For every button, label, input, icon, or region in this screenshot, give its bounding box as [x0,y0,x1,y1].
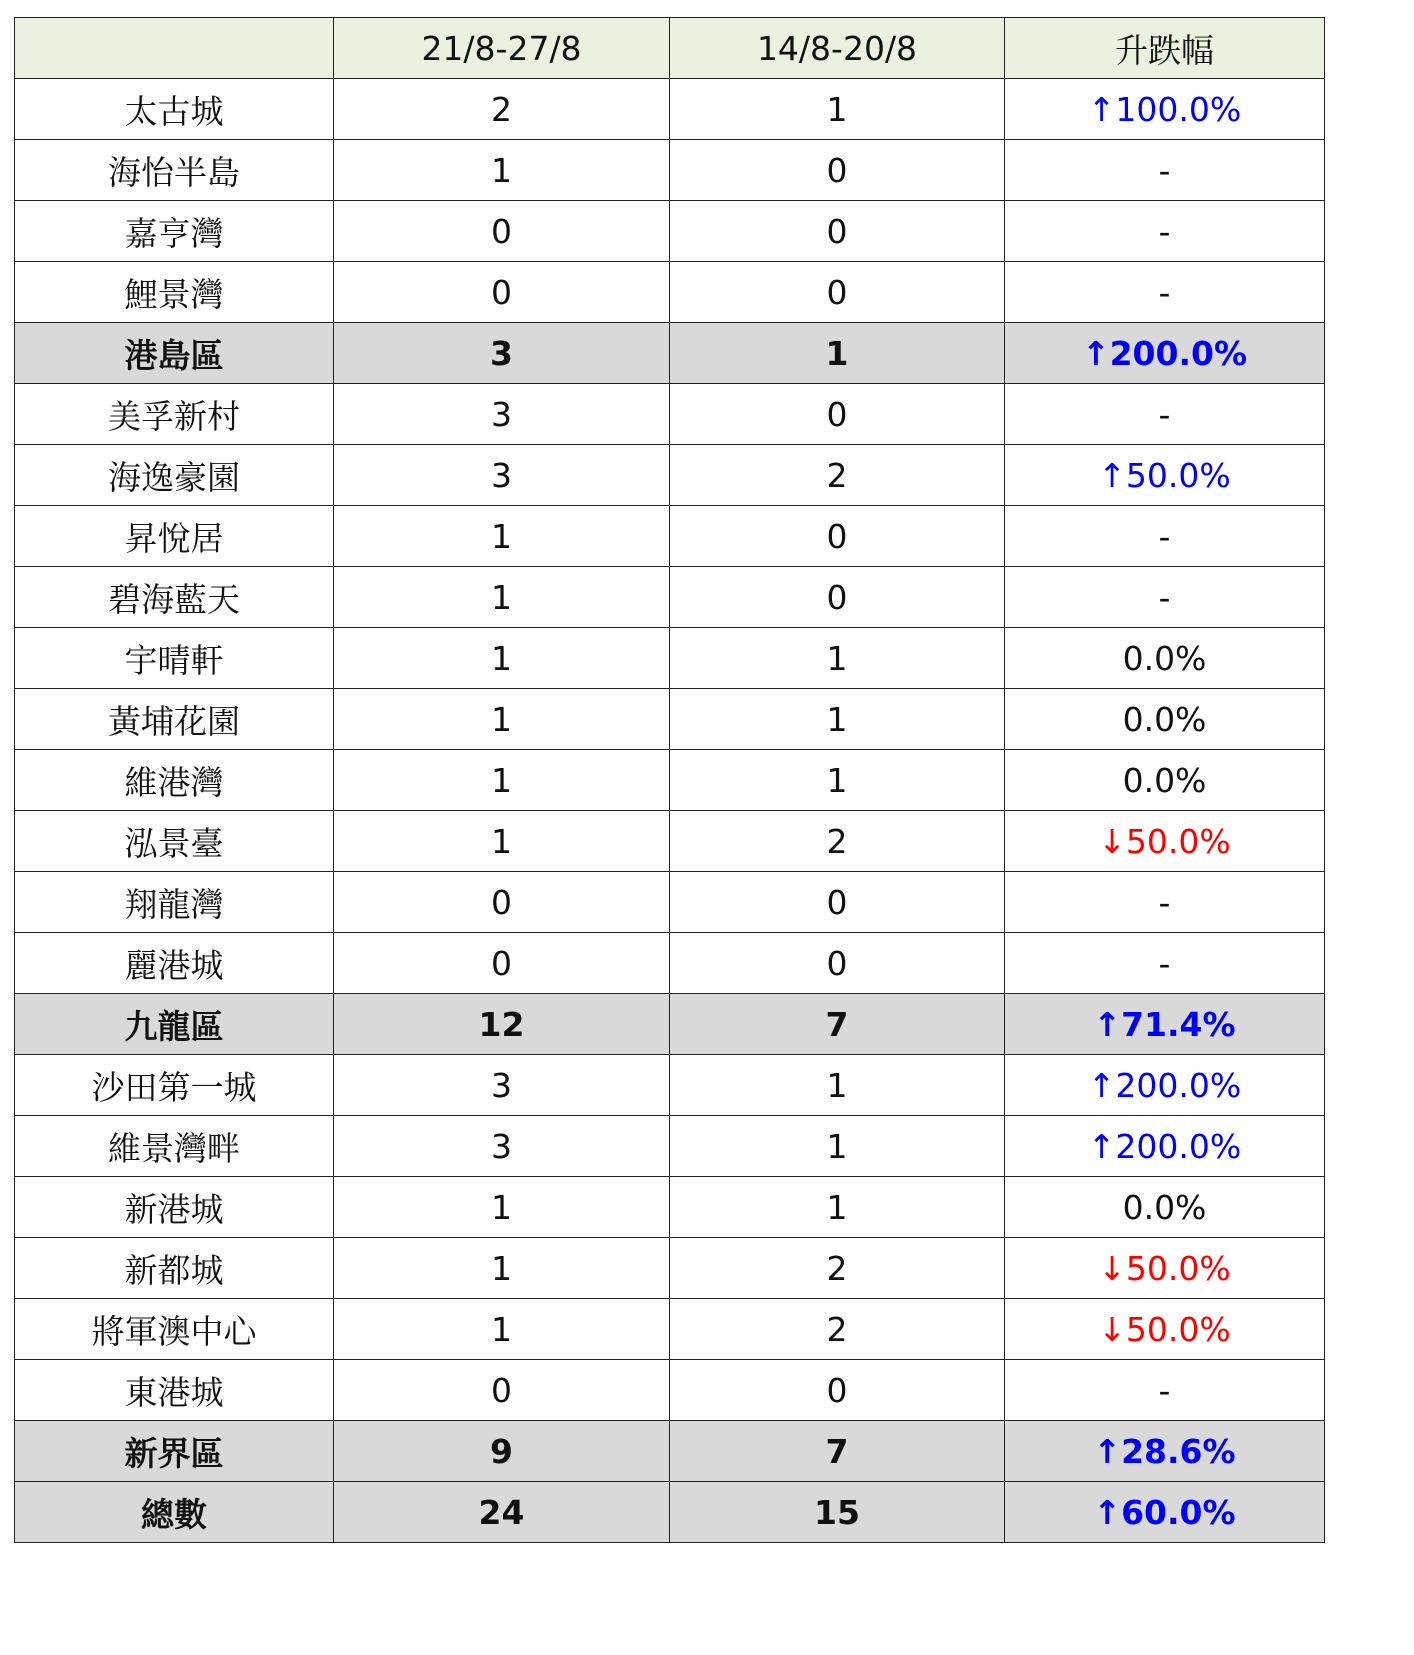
table-row [15,201,1325,262]
current-week-cell: 1 [334,1299,670,1360]
header-cell-current-week: 21/8-27/8 [334,18,670,79]
estate-name-cell: 新界區 [15,1421,334,1482]
estate-name-cell: 沙田第一城 [15,1055,334,1116]
previous-week-cell: 1 [670,79,1005,140]
table-row [15,933,1325,994]
table-row [15,1360,1325,1421]
change-cell: ↑200.0% [1005,1116,1325,1177]
previous-week-cell: 0 [670,262,1005,323]
estate-name-cell: 將軍澳中心 [15,1299,334,1360]
current-week-cell: 1 [334,750,670,811]
change-cell: ↑28.6% [1005,1421,1325,1482]
estate-name-cell: 麗港城 [15,933,334,994]
table-row [15,140,1325,201]
previous-week-cell: 0 [670,201,1005,262]
change-cell: - [1005,384,1325,445]
previous-week-cell: 2 [670,445,1005,506]
current-week-cell: 2 [334,79,670,140]
change-cell: - [1005,506,1325,567]
change-cell: - [1005,933,1325,994]
estate-name-cell: 翔龍灣 [15,872,334,933]
change-cell: - [1005,1360,1325,1421]
current-week-cell: 1 [334,811,670,872]
table-row [15,689,1325,750]
current-week-cell: 3 [334,1116,670,1177]
change-cell: ↓50.0% [1005,1238,1325,1299]
current-week-cell: 1 [334,567,670,628]
estate-name-cell: 新港城 [15,1177,334,1238]
change-cell: ↑200.0% [1005,323,1325,384]
previous-week-cell: 2 [670,811,1005,872]
previous-week-cell: 1 [670,1055,1005,1116]
header-cell-change: 升跌幅 [1005,18,1325,79]
current-week-cell: 1 [334,1238,670,1299]
table-row [15,1177,1325,1238]
change-cell: - [1005,262,1325,323]
previous-week-cell: 0 [670,140,1005,201]
change-cell: ↑71.4% [1005,994,1325,1055]
estate-name-cell: 鯉景灣 [15,262,334,323]
current-week-cell: 3 [334,1055,670,1116]
table-row [15,1055,1325,1116]
current-week-cell: 0 [334,201,670,262]
previous-week-cell: 1 [670,750,1005,811]
estate-name-cell: 太古城 [15,79,334,140]
table-row [15,1299,1325,1360]
current-week-cell: 0 [334,933,670,994]
change-cell: - [1005,872,1325,933]
current-week-cell: 3 [334,323,670,384]
estate-name-cell: 海逸豪園 [15,445,334,506]
change-cell: 0.0% [1005,1177,1325,1238]
current-week-cell: 1 [334,506,670,567]
estate-name-cell: 維港灣 [15,750,334,811]
estate-name-cell: 東港城 [15,1360,334,1421]
previous-week-cell: 1 [670,1177,1005,1238]
current-week-cell: 0 [334,1360,670,1421]
table-header [15,18,1325,79]
estate-name-cell: 碧海藍天 [15,567,334,628]
estate-name-cell: 黃埔花園 [15,689,334,750]
previous-week-cell: 0 [670,1360,1005,1421]
header-cell-estate [15,18,334,79]
current-week-cell: 3 [334,445,670,506]
current-week-cell: 9 [334,1421,670,1482]
previous-week-cell: 1 [670,1116,1005,1177]
table-row [15,567,1325,628]
change-cell: - [1005,567,1325,628]
table-row [15,262,1325,323]
previous-week-cell: 15 [670,1482,1005,1543]
change-cell: ↑50.0% [1005,445,1325,506]
estate-name-cell: 昇悅居 [15,506,334,567]
estate-name-cell: 維景灣畔 [15,1116,334,1177]
table-row [15,1116,1325,1177]
table-row [15,811,1325,872]
current-week-cell: 0 [334,872,670,933]
table-row [15,1238,1325,1299]
previous-week-cell: 1 [670,689,1005,750]
change-cell: ↑60.0% [1005,1482,1325,1543]
subtotal-row [15,1482,1325,1543]
table-row [15,628,1325,689]
estate-name-cell: 宇晴軒 [15,628,334,689]
header-cell-previous-week: 14/8-20/8 [670,18,1005,79]
estate-name-cell: 總數 [15,1482,334,1543]
table-row [15,750,1325,811]
current-week-cell: 12 [334,994,670,1055]
table-body [15,79,1325,1543]
previous-week-cell: 7 [670,994,1005,1055]
estate-transactions-table [14,17,1325,1543]
table-row [15,506,1325,567]
change-cell: ↑200.0% [1005,1055,1325,1116]
change-cell: ↓50.0% [1005,811,1325,872]
previous-week-cell: 7 [670,1421,1005,1482]
previous-week-cell: 1 [670,628,1005,689]
change-cell: 0.0% [1005,689,1325,750]
current-week-cell: 1 [334,689,670,750]
estate-name-cell: 嘉亨灣 [15,201,334,262]
current-week-cell: 1 [334,628,670,689]
estate-name-cell: 美孚新村 [15,384,334,445]
estate-name-cell: 海怡半島 [15,140,334,201]
current-week-cell: 24 [334,1482,670,1543]
table-row [15,445,1325,506]
previous-week-cell: 2 [670,1299,1005,1360]
table-row [15,384,1325,445]
current-week-cell: 3 [334,384,670,445]
current-week-cell: 0 [334,262,670,323]
table-row [15,79,1325,140]
header-row [15,18,1325,79]
current-week-cell: 1 [334,1177,670,1238]
estate-name-cell: 港島區 [15,323,334,384]
previous-week-cell: 0 [670,872,1005,933]
subtotal-row [15,1421,1325,1482]
estate-name-cell: 泓景臺 [15,811,334,872]
subtotal-row [15,994,1325,1055]
previous-week-cell: 2 [670,1238,1005,1299]
previous-week-cell: 0 [670,567,1005,628]
change-cell: ↓50.0% [1005,1299,1325,1360]
subtotal-row [15,323,1325,384]
estate-name-cell: 九龍區 [15,994,334,1055]
previous-week-cell: 0 [670,933,1005,994]
previous-week-cell: 1 [670,323,1005,384]
previous-week-cell: 0 [670,506,1005,567]
change-cell: ↑100.0% [1005,79,1325,140]
change-cell: - [1005,201,1325,262]
change-cell: - [1005,140,1325,201]
current-week-cell: 1 [334,140,670,201]
previous-week-cell: 0 [670,384,1005,445]
estate-name-cell: 新都城 [15,1238,334,1299]
table-row [15,872,1325,933]
change-cell: 0.0% [1005,750,1325,811]
change-cell: 0.0% [1005,628,1325,689]
